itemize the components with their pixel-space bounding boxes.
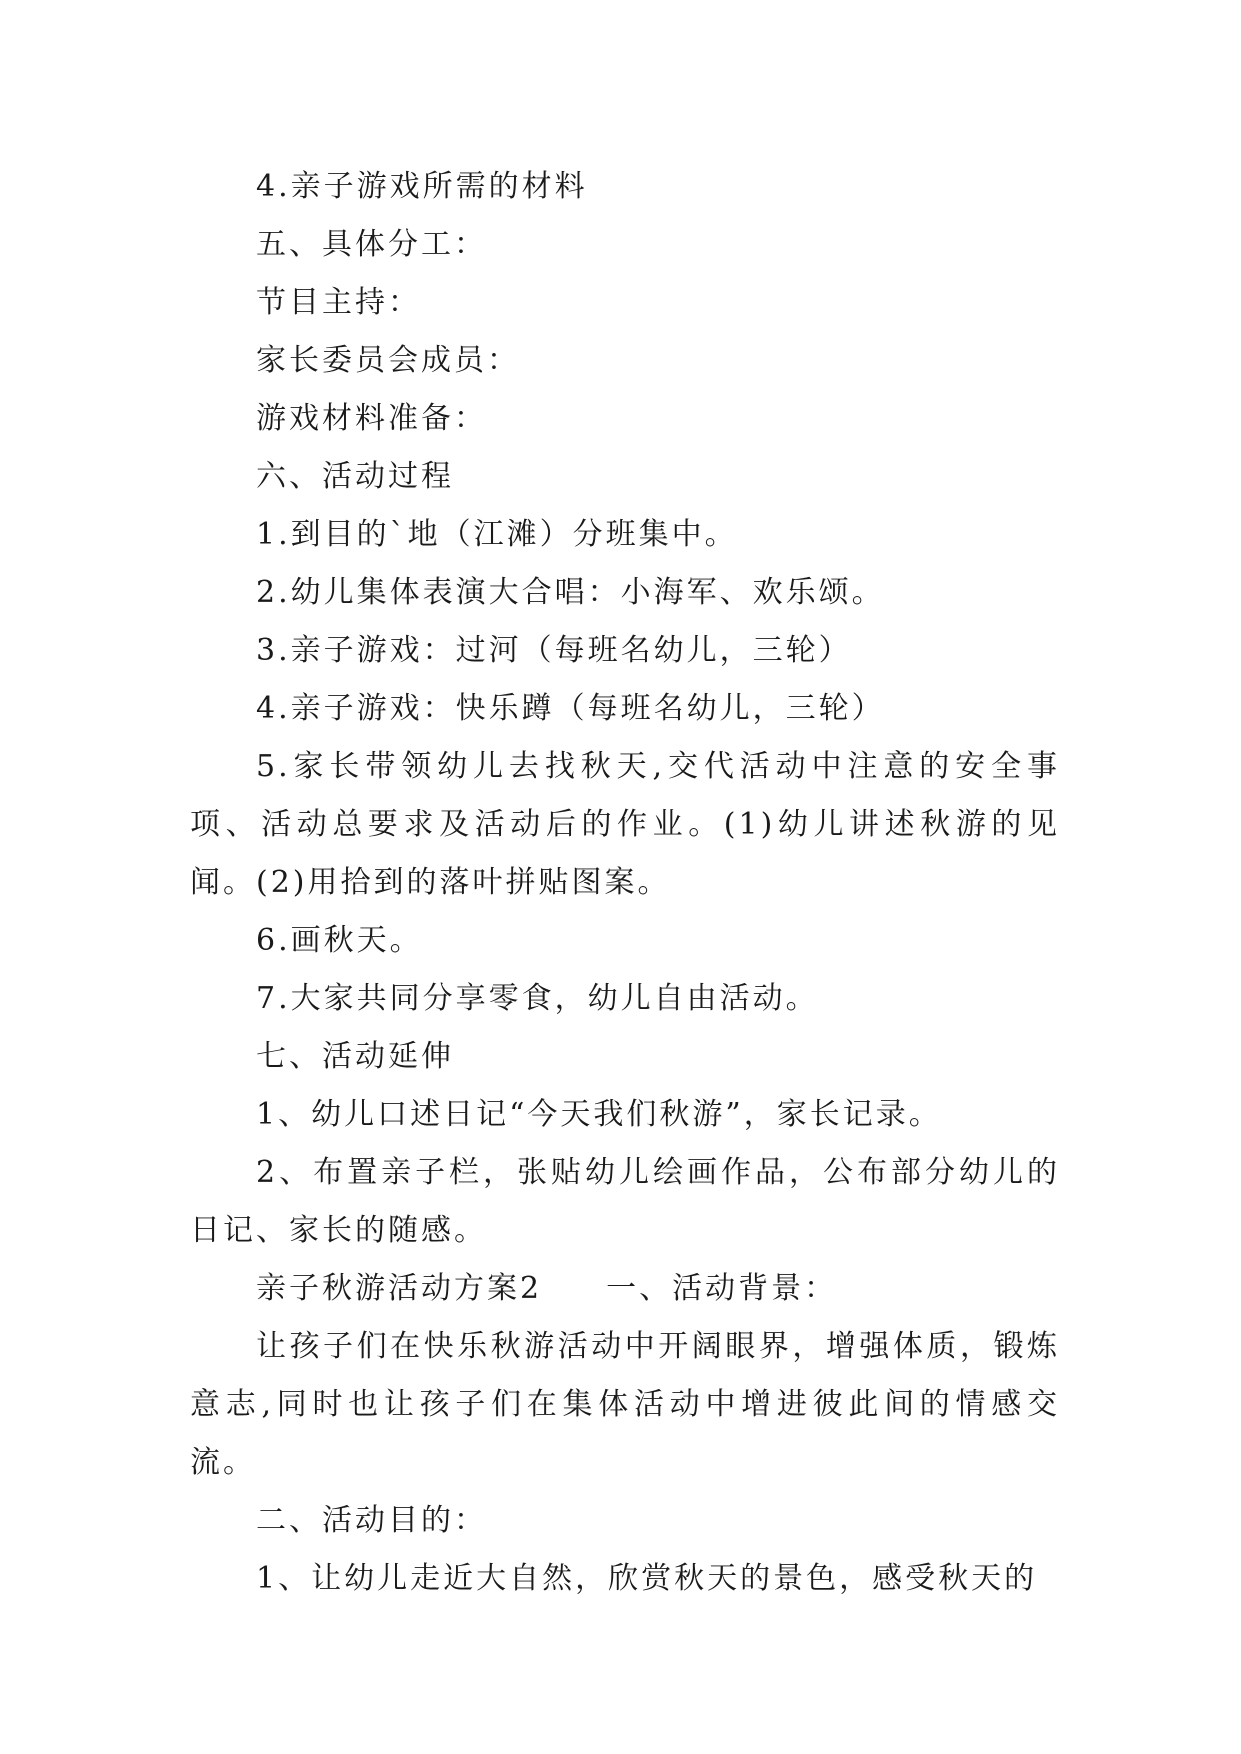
section-heading: 五、具体分工： [256, 227, 487, 262]
plan-2-section-heading: 一、活动背景： [606, 1271, 838, 1306]
plan-2-title: 亲子秋游活动方案2 [256, 1271, 543, 1306]
section-heading: 六、活动过程 [256, 459, 454, 494]
paragraph: 1、让幼儿走近大自然，欣赏秋天的景色，感受秋天的 [256, 1561, 1038, 1596]
plan-2-title-line [190, 1260, 1060, 1318]
document-body [190, 158, 1060, 1608]
paragraph: 1.到目的`地（江滩）分班集中。 [256, 517, 738, 552]
section-heading: 七、活动延伸 [256, 1039, 454, 1074]
paragraph: 让孩子们在快乐秋游活动中开阔眼界，增强体质，锻炼意志,同时也让孩子们在集体活动中增进彼此间的情感交流。 [190, 1329, 1060, 1480]
paragraph: 5.家长带领幼儿去找秋天,交代活动中注意的安全事项、活动总要求及活动后的作业。(1)幼儿讲述秋游的见闻。(2)用拾到的落叶拼贴图案。 [190, 749, 1060, 900]
paragraph: 1、幼儿口述日记“今天我们秋游”，家长记录。 [256, 1097, 942, 1132]
paragraph: 2、布置亲子栏，张贴幼儿绘画作品，公布部分幼儿的日记、家长的随感。 [190, 1155, 1060, 1248]
paragraph: 家长委员会成员： [256, 343, 520, 378]
paragraph: 2.幼儿集体表演大合唱：小海军、欢乐颂。 [256, 575, 885, 610]
paragraph: 4.亲子游戏：快乐蹲（每班名幼儿，三轮） [256, 691, 885, 726]
paragraph: 3.亲子游戏：过河（每班名幼儿，三轮） [256, 633, 852, 668]
paragraph: 7.大家共同分享零食，幼儿自由活动。 [256, 981, 819, 1016]
paragraph: 4.亲子游戏所需的材料 [256, 169, 588, 204]
section-heading: 二、活动目的： [256, 1503, 487, 1538]
paragraph: 游戏材料准备： [256, 401, 487, 436]
paragraph: 节目主持： [256, 285, 421, 320]
paragraph: 6.画秋天。 [256, 923, 423, 958]
